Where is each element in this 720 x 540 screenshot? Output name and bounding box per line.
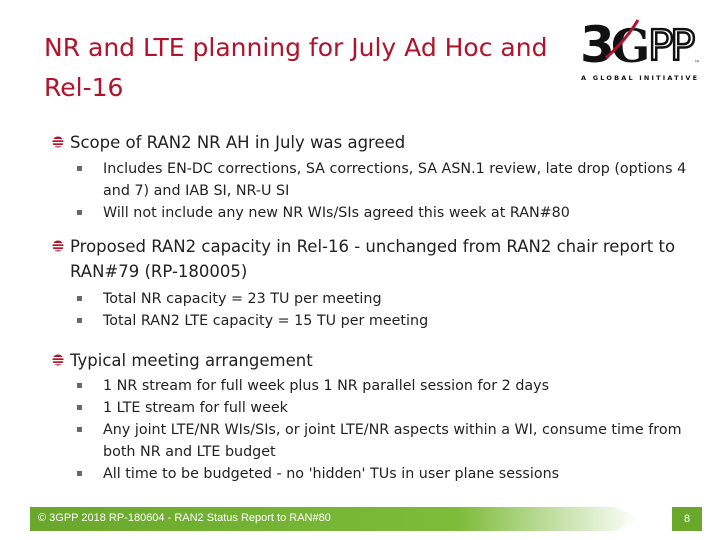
list-item — [76, 158, 692, 202]
list-item-text: Includes EN-DC corrections, SA corrections, SA ASN.1 review, late drop (options 4 and 7) and IAB SI, NR-U SI — [103, 161, 687, 199]
list-item-text: 1 LTE stream for full week — [103, 400, 288, 416]
svg-text:™: ™ — [694, 60, 700, 67]
svg-text:P: P — [648, 21, 674, 70]
section-heading — [52, 348, 692, 373]
section-heading-text: Typical meeting arrangement — [70, 351, 313, 370]
list-item — [76, 463, 692, 485]
svg-text:3: 3 — [580, 16, 615, 74]
section-scope — [52, 130, 692, 224]
slide-title: NR and LTE planning for July Ad Hoc and Rel-16 — [44, 33, 548, 102]
section-heading-text: Scope of RAN2 NR AH in July was agreed — [70, 133, 406, 152]
small-square-icon: ▪ — [76, 424, 83, 435]
striped-disc-icon — [52, 354, 64, 366]
logo-tagline: A GLOBAL INITIATIVE — [581, 74, 700, 82]
striped-disc-icon — [52, 240, 64, 252]
small-square-icon: ▪ — [76, 315, 83, 326]
small-square-icon: ▪ — [76, 468, 83, 479]
footer-bar — [30, 507, 642, 531]
list-item — [76, 419, 692, 463]
svg-text:P: P — [670, 21, 696, 70]
bullet-list — [76, 158, 692, 224]
list-item-text: Will not include any new NR WIs/SIs agreed this week at RAN#80 — [103, 205, 570, 221]
section-capacity — [52, 234, 692, 332]
small-square-icon: ▪ — [76, 207, 83, 218]
bullet-list — [76, 375, 692, 485]
list-item — [76, 288, 692, 310]
footer-text: © 3GPP 2018 RP-180604 - RAN2 Status Report to RAN#80 — [38, 512, 331, 524]
section-heading — [52, 130, 692, 155]
small-square-icon: ▪ — [76, 380, 83, 391]
list-item — [76, 375, 692, 397]
list-item — [76, 310, 692, 332]
list-item-text: All time to be budgeted - no 'hidden' TUs in user plane sessions — [103, 466, 560, 482]
list-item-text: Total RAN2 LTE capacity = 15 TU per meeting — [103, 313, 429, 329]
list-item-text: 1 NR stream for full week plus 1 NR parallel session for 2 days — [103, 378, 550, 394]
3gpp-logo — [578, 10, 703, 90]
page-number: 8 — [672, 507, 702, 531]
list-item-text: Any joint LTE/NR WIs/SIs, or joint LTE/NR aspects within a WI, consume time from both NR and LTE budget — [103, 422, 682, 460]
svg-text:G: G — [611, 19, 651, 73]
small-square-icon: ▪ — [76, 163, 83, 174]
section-heading-text: Proposed RAN2 capacity in Rel-16 - unchanged from RAN2 chair report to RAN#79 (RP-180005) — [70, 237, 676, 281]
bullet-list — [76, 288, 692, 332]
list-item-text: Total NR capacity = 23 TU per meeting — [103, 291, 382, 307]
section-heading — [52, 234, 692, 284]
small-square-icon: ▪ — [76, 293, 83, 304]
list-item — [76, 397, 692, 419]
striped-disc-icon — [52, 136, 64, 148]
slide-body — [52, 130, 692, 491]
list-item — [76, 202, 692, 224]
section-meeting — [52, 348, 692, 485]
small-square-icon: ▪ — [76, 402, 83, 413]
